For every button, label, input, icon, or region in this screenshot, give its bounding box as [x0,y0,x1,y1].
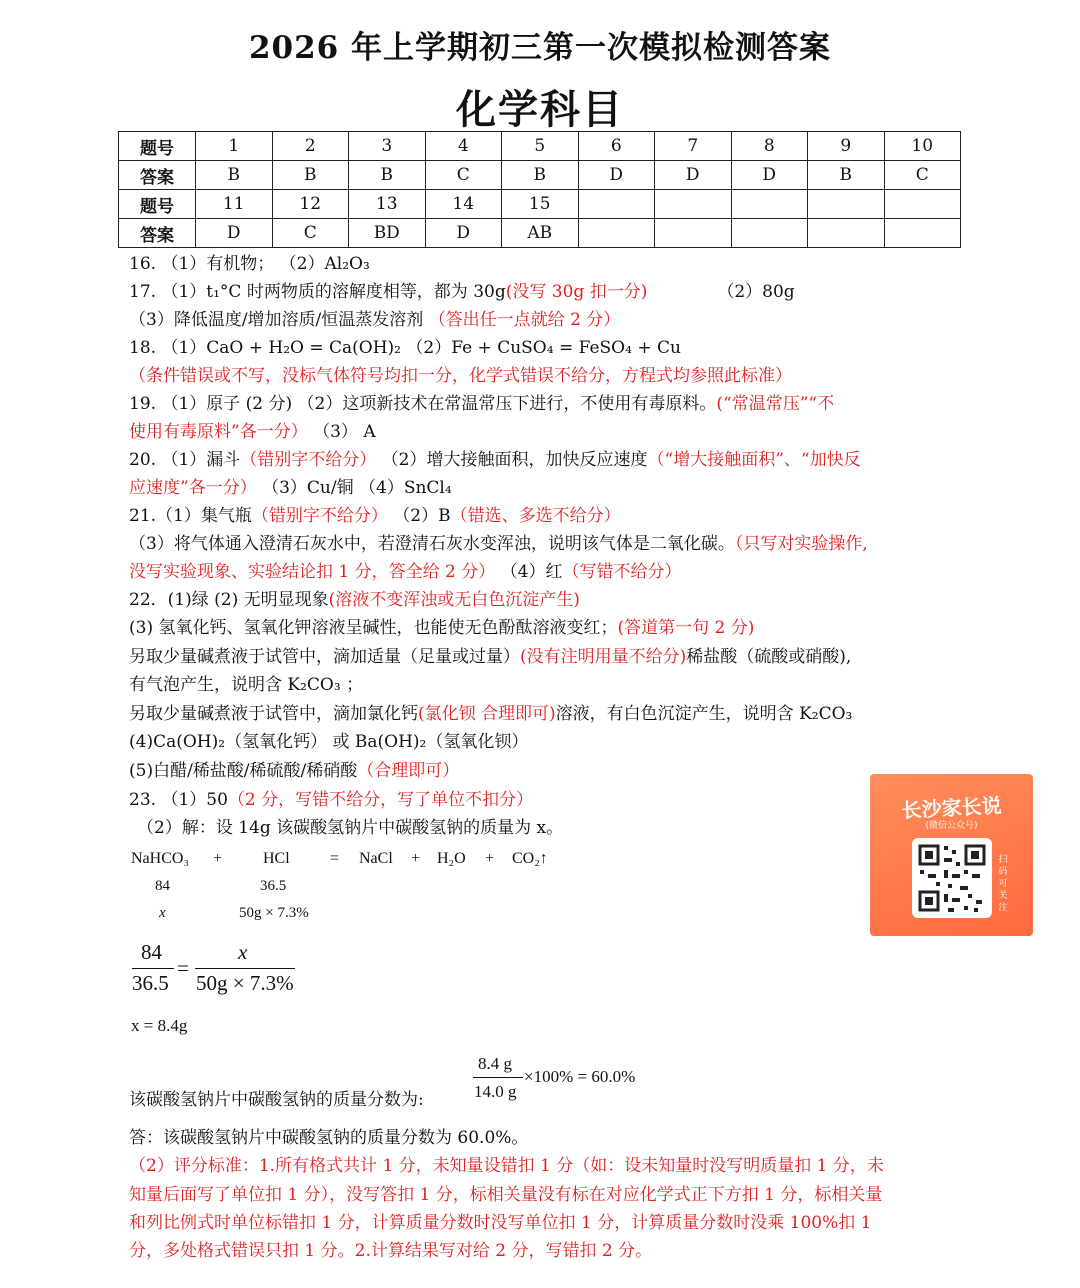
q19-part1: 19. （1）原子 (2 分) （2）这项新技术在常温常压下进行，不使用有毒原料。 [129,394,717,414]
q21-note: （错别字不给分） [251,506,388,526]
q20-note: （错别字不给分） [240,450,377,470]
row-label: 答案 [119,161,196,190]
table-cell [578,190,655,219]
table-cell: B [349,161,426,190]
q17-part3: （3）降低温度/增加溶质/恒温蒸发溶剂 [129,310,429,330]
table-cell [731,190,808,219]
q21-line-3 [129,558,681,586]
table-cell [884,219,961,248]
fraction-bar [195,968,295,969]
table-row [119,219,961,248]
q20-note-2: （“增大接触面积”、“加快反 [647,450,861,470]
table-cell [655,190,732,219]
promo-card[interactable] [870,774,1033,936]
table-cell: 14 [425,190,502,219]
answer-table [118,131,961,248]
q19-line-1 [129,390,834,418]
table-cell: 7 [655,132,732,161]
q22-part2: (3) 氢氧化钙、氢氧化钾溶液呈碱性，也能使无色酚酞溶液变红； [129,618,618,638]
eq-hcl: HCl [263,850,290,867]
q21-note-4: 没写实验现象、实验结论扣 1 分，答全给 2 分） [129,562,496,582]
q20-line-2 [129,474,452,502]
q22-part5: 另取少量碱煮液于试管中，滴加氯化钙 [129,704,418,724]
q20-part3: （3）Cu/铜 （4）SnCl₄ [256,478,452,498]
row-label: 题号 [119,190,196,219]
q17-part1: 17. （1）t₁°C 时两物质的溶解度相等，都为 30g [129,282,506,302]
q18-line-1: 18. （1）CaO + H₂O = Ca(OH)₂ （2）Fe + CuSO₄ = FeSO₄ + Cu [129,338,681,358]
q21-line-1 [129,502,621,530]
q22-part1: 22．(1)绿 (2) 无明显现象 [129,590,329,610]
q22-note-4: (氯化钡 合理即可) [418,704,556,724]
result-x: x = 8.4g [131,1016,188,1035]
qr-code-graphic [912,838,992,918]
table-cell: D [655,161,732,190]
table-cell: B [196,161,273,190]
q21-note-2: （错选、多选不给分） [450,506,621,526]
eq-co2: CO₂↑ [512,850,548,867]
table-cell: 8 [731,132,808,161]
table-cell: 11 [196,190,273,219]
promo-title: 长沙家长说 [901,793,1003,823]
fraction-bar [132,968,174,969]
q22-part7: (5)白醋/稀盐酸/稀硫酸/稀硝酸 [129,761,358,781]
q22-line-7 [129,757,459,785]
eq-h2o: H₂O [437,850,466,867]
q17-note: (没写 30g 扣一分) [505,282,648,302]
row-label: 答案 [119,219,196,248]
scoring-note-1: （2）评分标准：1.所有格式共计 1 分，未知量设错扣 1 分（如：设未知量时没写明质量扣 1 分，未 [129,1156,884,1176]
table-cell: 5 [502,132,579,161]
q22-note-5: （合理即可） [357,761,460,781]
q21-part4: （4）红 [495,562,563,582]
q21-note-3: （只写对实验操作, [734,534,868,554]
eq-nahco3: NaHCO₃ [131,850,190,867]
q22-note-2: (答道第一句 2 分) [617,618,755,638]
table-cell: 6 [578,132,655,161]
unknown-x: x [159,905,166,921]
table-cell [578,219,655,248]
frac-left-denominator: 36.5 [132,971,169,995]
q22-line-5 [129,700,852,728]
table-cell: 9 [808,132,885,161]
table-cell: C [884,161,961,190]
frac-equals: = [177,956,189,980]
mass-fraction-numerator: 8.4 g [478,1054,512,1073]
q20-line-1 [129,446,861,474]
q20-note-3: 应速度”各一分） [129,478,257,498]
mass-fraction-denominator: 14.0 g [474,1082,517,1101]
eq-nacl: NaCl [359,850,393,867]
table-row [119,190,961,219]
scoring-note-3: 和列比例式时单位标错扣 1 分，计算质量分数时没写单位扣 1 分，计算质量分数时没乘 100%扣 1 [129,1213,872,1233]
table-cell: D [578,161,655,190]
final-answer: 答：该碳酸氢钠片中碳酸氢钠的质量分数为 60.0%。 [129,1128,529,1148]
q22-note: (溶液不变浑浊或无白色沉淀产生) [328,590,580,610]
table-cell [808,190,885,219]
frac-right-numerator: x [238,940,248,964]
table-cell: C [272,219,349,248]
q22-note-3: (没有注明用量不给分) [520,647,687,667]
table-row [119,132,961,161]
table-cell: 1 [196,132,273,161]
q17-line-2 [129,306,620,334]
table-cell: D [731,161,808,190]
eq-plus: + [411,850,421,867]
eq-plus: + [485,850,495,867]
table-cell: 3 [349,132,426,161]
table-cell [884,190,961,219]
frac-left-numerator: 84 [141,940,162,964]
table-cell: C [425,161,502,190]
table-cell: 4 [425,132,502,161]
q17-note-2: （答出任一点就给 2 分） [428,310,621,330]
mass-fraction-label: 该碳酸氢钠片中碳酸氢钠的质量分数为: [129,1090,424,1110]
molar-mass-nahco3: 84 [155,878,170,894]
table-cell: 10 [884,132,961,161]
table-cell: 13 [349,190,426,219]
eq-plus: + [213,850,223,867]
q19-note-2: 使用有毒原料”各一分） [129,422,308,442]
molar-mass-hcl: 36.5 [260,878,287,894]
q22-line-4: 有气泡产生，说明含 K₂CO₃ ； [129,675,364,695]
q22-part3b: 稀盐酸（硫酸或硝酸), [686,647,852,667]
table-cell: D [196,219,273,248]
q19-line-2 [129,418,376,446]
scoring-note-4: 分，多处格式错误只扣 1 分。2.计算结果写对给 2 分，写错扣 2 分。 [129,1241,653,1261]
q20-part2: （2）增大接触面积，加快反应速度 [376,450,648,470]
q19-note: (“常温常压”“不 [716,394,835,414]
table-cell: B [502,161,579,190]
mass-fraction-result: ×100% = 60.0% [524,1067,636,1086]
table-cell: AB [502,219,579,248]
q21-line-2 [129,530,868,558]
promo-side-text: 扫码可关注 [998,855,1008,913]
q16-line: 16. （1）有机物； （2）Al₂O₃ [129,254,370,274]
table-cell: B [808,161,885,190]
row-label: 题号 [119,132,196,161]
q23-line-2: （2）解：设 14g 该碳酸氢钠片中碳酸氢钠的质量为 x。 [137,818,564,838]
q22-part3: 另取少量碱煮液于试管中，滴加适量（足量或过量） [129,647,520,667]
table-cell [731,219,808,248]
q21-part3: （3）将气体通入澄清石灰水中，若澄清石灰水变浑浊，说明该气体是二氧化碳。 [129,534,735,554]
q23-line-1 [129,786,533,814]
qr-code-icon[interactable] [912,838,992,918]
q22-part5b: 溶液，有白色沉淀产生，说明含 K₂CO₃ [555,704,853,724]
q17-part2: （2）80g [717,282,795,302]
q22-line-1 [129,586,580,614]
table-row [119,161,961,190]
eq-equals: = [330,850,340,867]
table-cell: 12 [272,190,349,219]
table-cell: BD [349,219,426,248]
q21-note-5: （写错不给分） [562,562,682,582]
q19-part2: （3） A [307,422,376,442]
q22-line-6: (4)Ca(OH)₂（氢氧化钙） 或 Ba(OH)₂（氢氧化钡） [129,732,529,752]
q20-part1: 20. （1）漏斗 [129,450,241,470]
hcl-mass: 50g × 7.3% [239,905,309,921]
q22-line-2 [129,614,754,642]
q18-note: （条件错误或不写，没标气体符号均扣一分，化学式错误不给分，方程式均参照此标准） [129,366,792,386]
q17-line-1 [129,278,795,306]
table-cell: 2 [272,132,349,161]
table-cell: 15 [502,190,579,219]
frac-right-denominator: 50g × 7.3% [196,971,294,995]
subject-title: 化学科目 [456,86,624,133]
table-cell [808,219,885,248]
page-title: 2026 年上学期初三第一次模拟检测答案 [248,30,832,66]
table-cell: B [272,161,349,190]
scoring-note-2: 知量后面写了单位扣 1 分），没写答扣 1 分，标相关量没有标在对应化学式正下方扣 1 分，标相关量 [129,1185,883,1205]
table-cell [655,219,732,248]
q21-part1: 21.（1）集气瓶 [129,506,252,526]
table-cell: D [425,219,502,248]
promo-subtitle: (微信公众号) [925,821,978,831]
q22-line-3 [129,643,851,671]
q21-part2: （2）B [387,506,451,526]
q23-part1: 23. （1）50 [129,790,228,810]
q23-note: （2 分，写错不给分，写了单位不扣分） [227,790,534,810]
